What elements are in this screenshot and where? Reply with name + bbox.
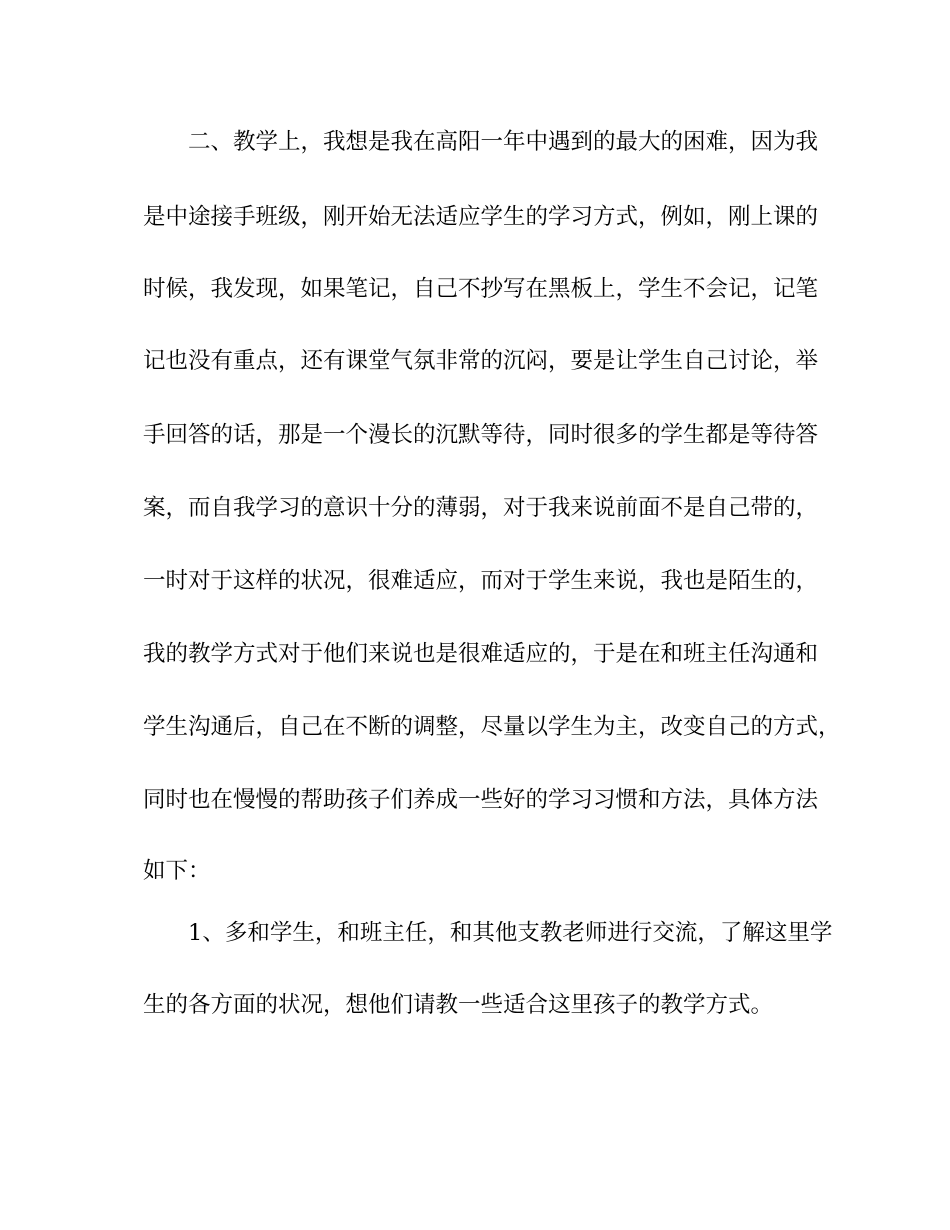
text-line: 同时也在慢慢的帮助孩子们养成一些好的学习习惯和方法，具体方法	[143, 787, 819, 813]
text-line: 生的各方面的状况，想他们请教一些适合这里孩子的教学方式。	[143, 992, 774, 1018]
text-line: 案，而自我学习的意识十分的薄弱，对于我来说前面不是自己带的，	[143, 495, 819, 521]
text-line: 记也没有重点，还有课堂气氛非常的沉闷，要是让学生自己讨论，举	[143, 348, 819, 374]
text-line: 如下：	[143, 858, 211, 884]
text-line: 手回答的话，那是一个漫长的沉默等待，同时很多的学生都是等待答	[143, 422, 819, 448]
text-line: 学生沟通后，自己在不断的调整，尽量以学生为主，改变自己的方式，	[143, 714, 841, 740]
text-line: 是中途接手班级，刚开始无法适应学生的学习方式，例如，刚上课的	[143, 204, 819, 230]
text-line: 我的教学方式对于他们来说也是很难适应的，于是在和班主任沟通和	[143, 641, 819, 667]
text-line: 1、多和学生，和班主任，和其他支教老师进行交流，了解这里学	[188, 920, 833, 946]
text-line: 二、教学上，我想是我在高阳一年中遇到的最大的困难，因为我	[188, 129, 819, 155]
text-line: 一时对于这样的状况，很难适应，而对于学生来说，我也是陌生的，	[143, 568, 819, 594]
text-line: 时候，我发现，如果笔记，自己不抄写在黑板上，学生不会记，记笔	[143, 276, 819, 302]
